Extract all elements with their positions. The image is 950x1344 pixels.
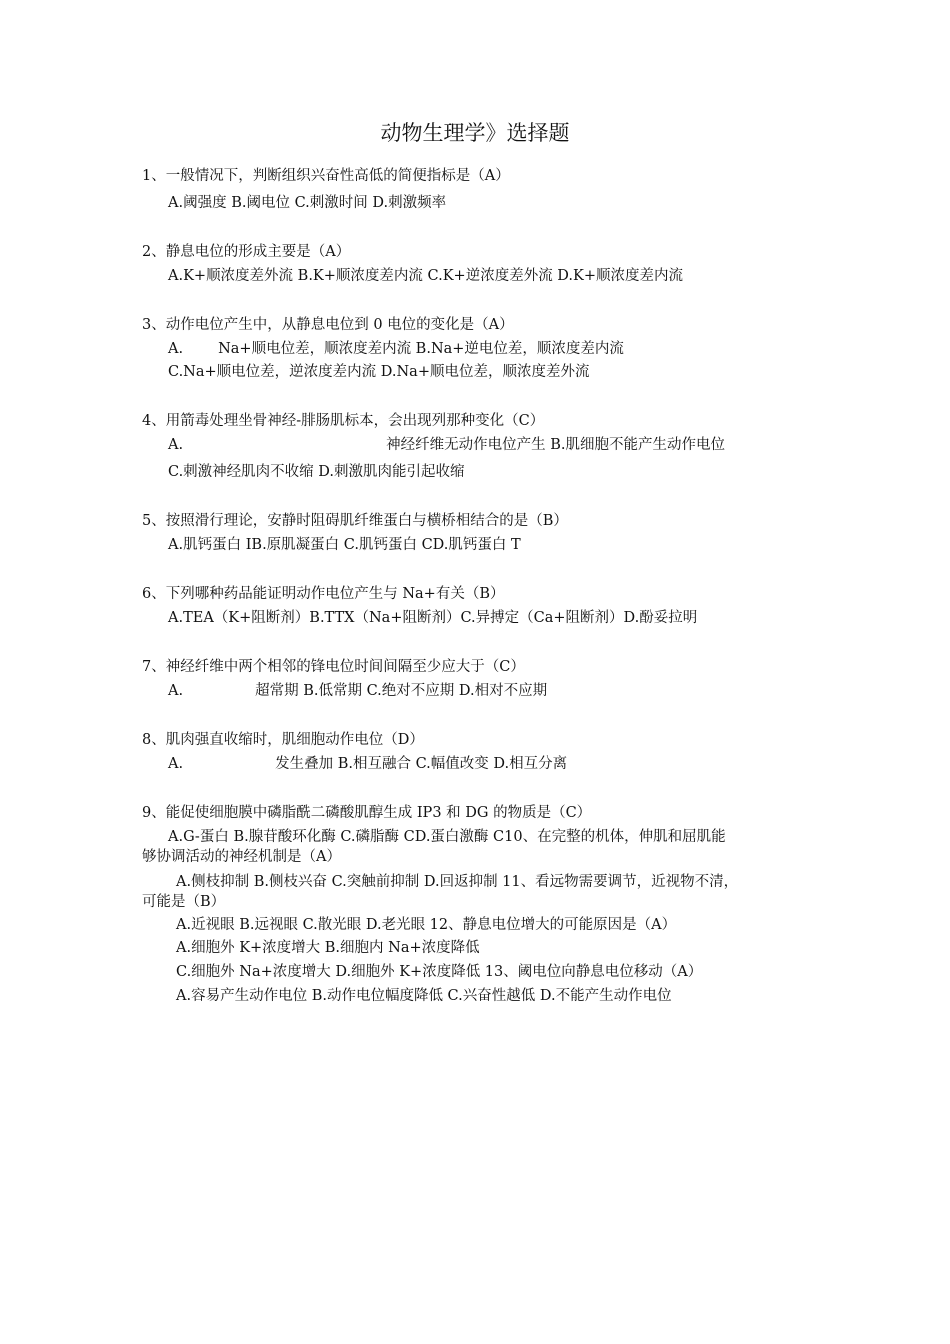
option-label-a: A. (168, 341, 184, 357)
question-6: 6、下列哪种药品能证明动作电位产生与 Na+有关（B） (142, 586, 505, 602)
question-9-options: A.G-蛋白 B.腺苷酸环化酶 C.磷脂酶 CD.蛋白激酶 C10、在完整的机体，伸肌和屈肌能 (168, 829, 726, 845)
question-4-options-line-2: C.刺激神经肌肉不收缩 D.刺激肌肉能引起收缩 (168, 464, 465, 480)
question-5: 5、按照滑行理论，安静时阻碍肌纤维蛋白与横桥相结合的是（B） (142, 513, 568, 529)
question-8: 8、肌肉强直收缩时，肌细胞动作电位（D） (142, 732, 424, 748)
question-13-options: A.容易产生动作电位 B.动作电位幅度降低 C.兴奋性越低 D.不能产生动作电位 (176, 988, 672, 1004)
question-12-options-line-1: A.细胞外 K+浓度增大 B.细胞内 Na+浓度降低 (176, 940, 480, 956)
question-3-options-line-2: C.Na+顺电位差，逆浓度差内流 D.Na+顺电位差，顺浓度差外流 (168, 364, 590, 380)
question-10-continued: 够协调活动的神经机制是（A） (142, 849, 341, 865)
question-5-options: A.肌钙蛋白 IB.原肌凝蛋白 C.肌钙蛋白 CD.肌钙蛋白 T (168, 537, 521, 553)
question-3: 3、动作电位产生中，从静息电位到 0 电位的变化是（A） (142, 317, 514, 333)
question-6-options: A.TEA（K+阻断剂）B.TTX（Na+阻断剂）C.异搏定（Ca+阻断剂）D.酚妥拉明 (168, 610, 698, 626)
question-12-options-line-2: C.细胞外 Na+浓度增大 D.细胞外 K+浓度降低 13、阈电位向静息电位移动（A） (176, 964, 703, 980)
option-label-a: A. (168, 437, 184, 453)
question-2-options: A.K+顺浓度差外流 B.K+顺浓度差内流 C.K+逆浓度差外流 D.K+顺浓度差内流 (168, 268, 684, 284)
question-4-options-text: 神经纤维无动作电位产生 B.肌细胞不能产生动作电位 (386, 437, 725, 453)
question-8-options (168, 753, 567, 775)
question-2: 2、静息电位的形成主要是（A） (142, 244, 351, 260)
question-1: 1、一般情况下，判断组织兴奋性高低的简便指标是（A） (142, 168, 510, 184)
option-label-a: A. (168, 683, 184, 699)
question-7-options-text: 超常期 B.低常期 C.绝对不应期 D.相对不应期 (255, 683, 548, 699)
question-8-options-text: 发生叠加 B.相互融合 C.幅值改变 D.相互分离 (275, 756, 568, 772)
document-title: 动物生理学》选择题 (380, 121, 570, 145)
question-3-options-line-1 (168, 338, 624, 360)
question-11-options: A.近视眼 B.远视眼 C.散光眼 D.老光眼 12、静息电位增大的可能原因是（A） (176, 917, 677, 933)
question-4: 4、用箭毒处理坐骨神经-腓肠肌标本，会出现列那种变化（C） (142, 413, 545, 429)
question-11-continued: 可能是（B） (142, 894, 226, 910)
question-9: 9、能促使细胞膜中磷脂酰二磷酸肌醇生成 IP3 和 DG 的物质是（C） (142, 805, 592, 821)
question-10-options: A.侧枝抑制 B.侧枝兴奋 C.突触前抑制 D.回返抑制 11、看远物需要调节，近视物不清， (176, 874, 739, 890)
question-7-options (168, 680, 547, 702)
question-4-options-line-1 (168, 434, 725, 456)
question-7: 7、神经纤维中两个相邻的锋电位时间间隔至少应大于（C） (142, 659, 525, 675)
question-1-options: A.阈强度 B.阈电位 C.刺激时间 D.刺激频率 (168, 195, 447, 211)
option-label-a: A. (168, 756, 184, 772)
question-3-options-text: Na+顺电位差，顺浓度差内流 B.Na+逆电位差，顺浓度差内流 (218, 341, 624, 357)
